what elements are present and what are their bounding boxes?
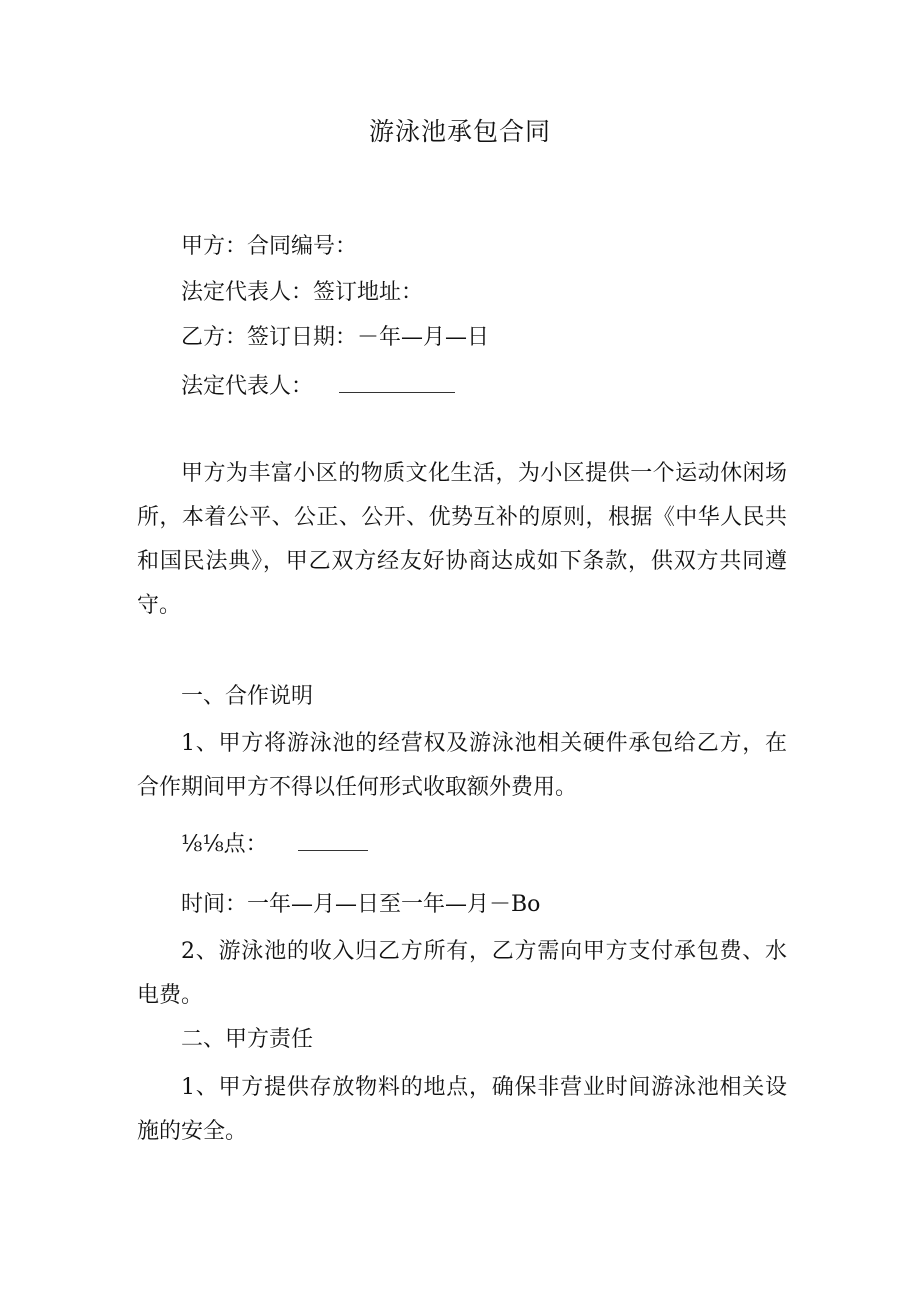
- location-label: ⅛⅛点：: [181, 832, 268, 857]
- section2-heading: 二、甲方责任: [181, 1027, 314, 1052]
- section1-item1: 1、甲方将游泳池的经营权及游泳池相关硬件承包给乙方，在合作期间甲方不得以任何形式收取额外费用。: [137, 731, 787, 800]
- section1-heading: 一、合作说明: [181, 684, 314, 709]
- preamble-paragraph: 甲方为丰富小区的物质文化生活，为小区提供一个运动休闲场所，本着公平、公正、公开、优势互补的原则，根据《中华人民共和国民法典》，甲乙双方经友好协商达成如下条款，供双方共同遵守。: [137, 461, 787, 618]
- party-b-date-line: 乙方：签订日期：－年—月—日: [181, 325, 490, 350]
- document-title: 游泳池承包合同: [368, 117, 551, 146]
- location-line: [181, 828, 368, 860]
- party-a-line: 甲方：合同编号：: [181, 234, 358, 259]
- time-line: 时间：一年—月—日至一年—月－Bo: [181, 892, 541, 917]
- section2-item1: 1、甲方提供存放物料的地点，确保非营业时间游泳池相关设施的安全。: [137, 1075, 787, 1144]
- legal-rep-line: [181, 370, 455, 402]
- location-blank: [298, 828, 368, 851]
- legal-rep-blank: [339, 370, 455, 393]
- legal-rep-label: 法定代表人：: [181, 374, 314, 399]
- section1-item2: 2、游泳池的收入归乙方所有，乙方需向甲方支付承包费、水电费。: [137, 939, 787, 1008]
- legal-rep-address-line: 法定代表人：签订地址：: [181, 280, 424, 305]
